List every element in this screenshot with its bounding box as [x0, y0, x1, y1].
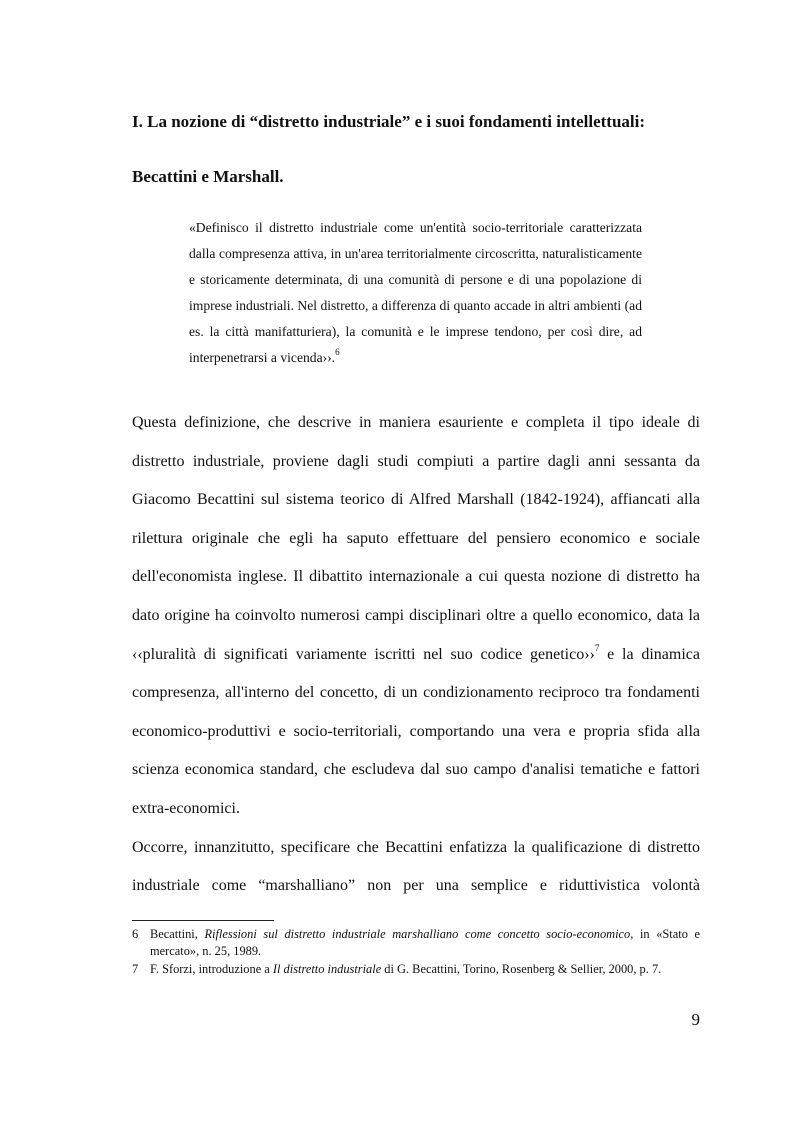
section-heading-line-2: Becattini e Marshall. — [132, 167, 284, 186]
paragraph-1-text-b: e la dinamica compresenza, all'interno del concetto, di un condizionamento reciproco tra fondamenti economico-produttivi e socio-territoriali, comportando una vera e propria sfida alla scienza economica standard, che escludeva dal suo campo d'analisi tematiche e fattori extra-economici. — [132, 645, 700, 817]
footnote-item — [132, 961, 700, 978]
body-text — [132, 404, 700, 906]
footnote-text-pre: F. Sforzi, introduzione a — [150, 962, 273, 976]
footnotes — [132, 926, 700, 979]
footnote-text-pre: Becattini, — [150, 927, 205, 941]
block-quote-text: «Definisco il distretto industriale come un'entità socio-territoriale caratterizzata dalla compresenza attiva, in un'area territorialmente circoscritta, naturalisticamente e storicamente determinata, di una comunità di persone e di una popolazione di imprese industriali. Nel distretto, a differenza di quanto accade in altri ambienti (ad es. la città manifatturiera), la comunità e le imprese tendono, per così dire, ad interpenetrarsi a vicenda››. — [189, 220, 642, 365]
paragraph-1-text-a: Questa definizione, che descrive in maniera esauriente e completa il tipo ideale di distretto industriale, proviene dagli studi compiuti a partire dagli anni sessanta da Giacomo Becattini sul sistema teorico di Alfred Marshall (1842-1924), affiancati alla rilettura originale che egli ha saputo effettuare del pensiero economico e sociale dell'economista inglese. Il dibattito internazionale a cui questa nozione di distretto ha dato origine ha coinvolto numerosi campi disciplinari oltre a quello economico, data la ‹‹pluralità di significati variamente iscritti nel suo codice genetico›› — [132, 414, 700, 663]
footnote-text — [150, 961, 700, 978]
paragraph-2: Occorre, innanzitutto, specificare che Becattini enfatizza la qualificazione di distretto industriale come “marshalliano” non per una semplice e riduttivistica volontà — [132, 838, 700, 895]
footnote-ref-6[interactable]: 6 — [335, 347, 340, 358]
block-quote — [189, 215, 642, 371]
footnote-number: 7 — [132, 962, 139, 976]
footnote-item — [132, 926, 700, 960]
footnote-text-post: di G. Becattini, Torino, Rosenberg & Sellier, 2000, p. 7. — [381, 962, 662, 976]
footnote-divider — [132, 920, 274, 921]
section-heading-line-1: I. La nozione di “distretto industriale” e i suoi fondamenti intellettuali: — [132, 112, 646, 131]
page-number: 9 — [691, 1010, 700, 1029]
footnote-text-post: , in «Stato e mercato», n. 25, 1989. — [150, 927, 700, 958]
footnote-title: Il distretto industriale — [272, 962, 382, 976]
footnote-number: 6 — [132, 927, 139, 941]
footnote-ref-7[interactable]: 7 — [594, 643, 600, 654]
paragraph-1 — [132, 404, 700, 829]
footnote-title: Riflessioni sul distretto industriale marshalliano come concetto socio-economico — [204, 927, 631, 941]
footnote-text — [150, 926, 700, 960]
section-heading — [132, 94, 700, 204]
